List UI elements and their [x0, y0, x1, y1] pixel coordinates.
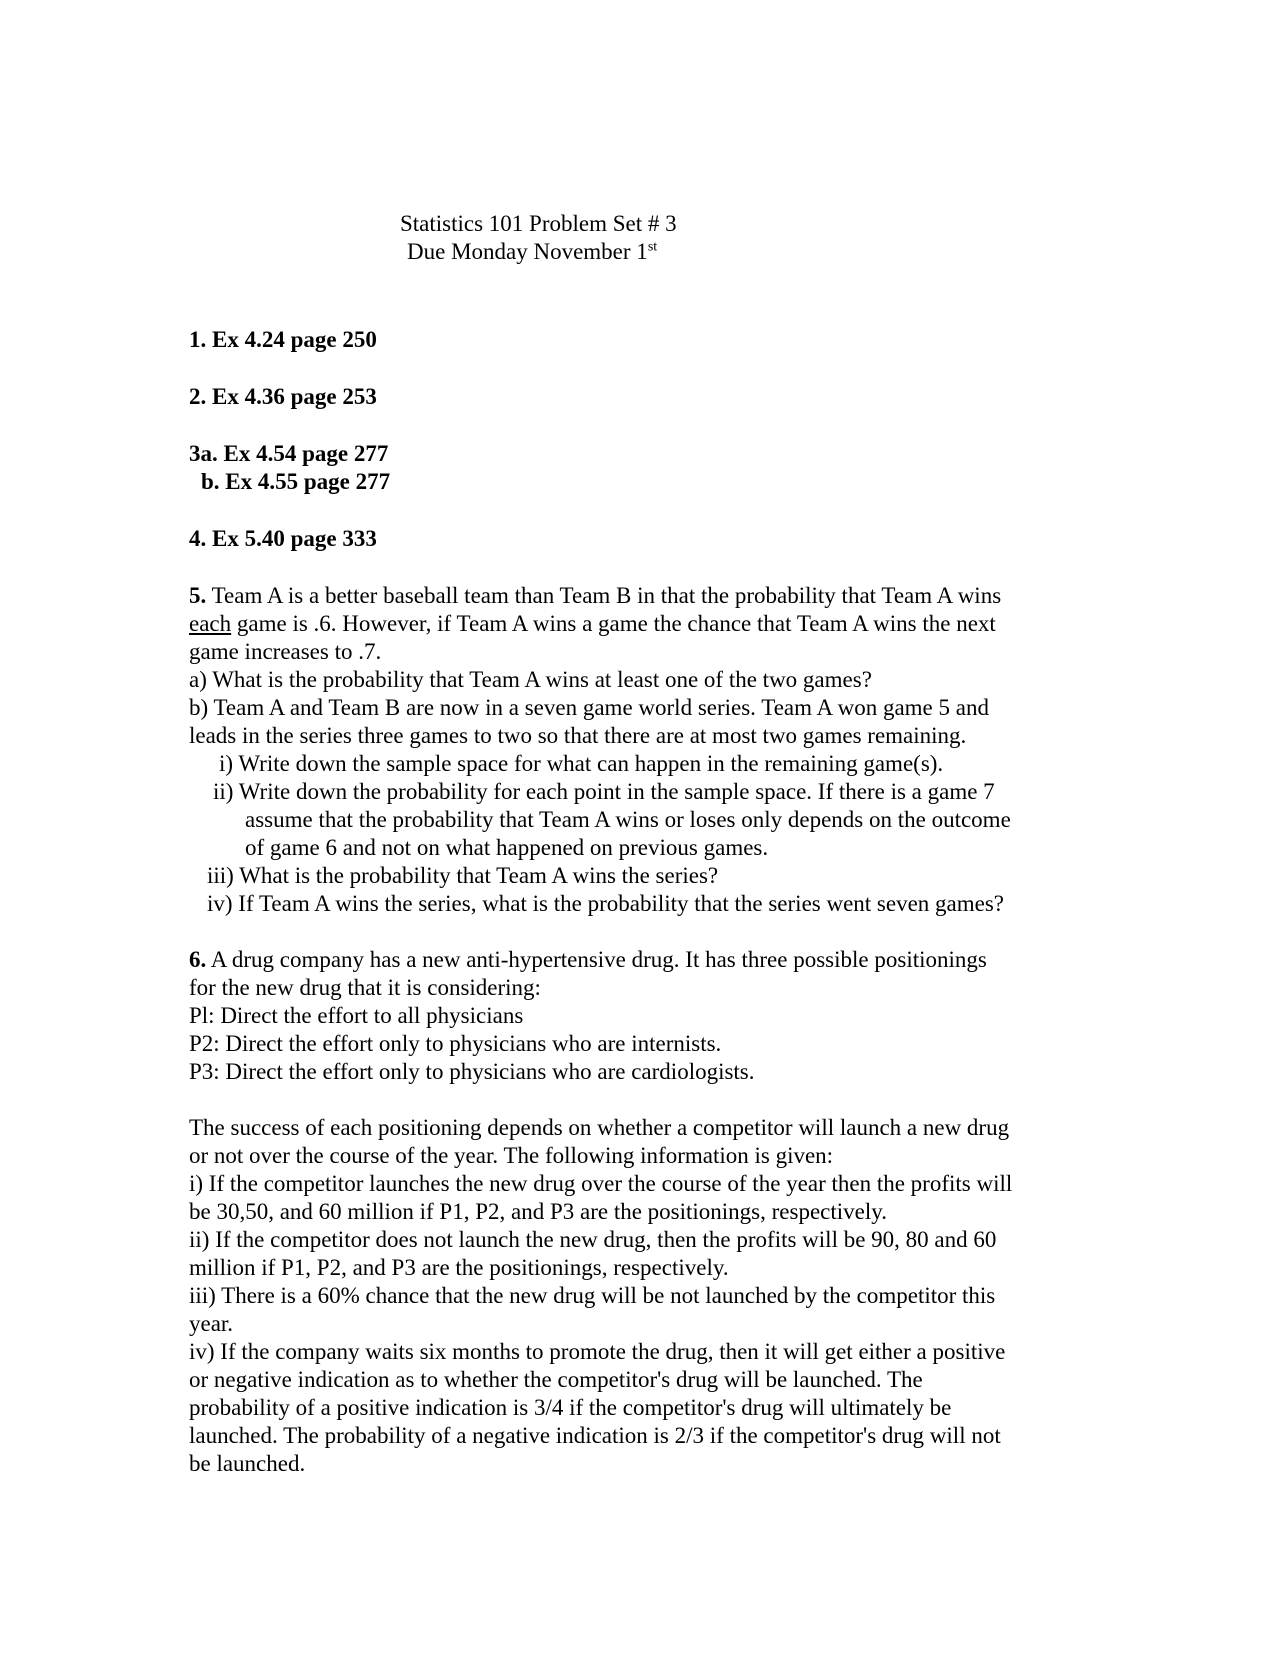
exercise-3a: 3a. Ex 4.54 page 277 [189, 441, 389, 466]
due-date [400, 238, 677, 266]
problem-6-success-line-2: or not over the course of the year. The following information is given: [189, 1143, 834, 1168]
problem-5-part-b-iv: iv) If Team A wins the series, what is the probability that the series went seven games? [207, 891, 1005, 916]
problem-5-part-b-line-1: b) Team A and Team B are now in a seven game world series. Team A won game 5 and [189, 695, 989, 720]
exercise-3b: b. Ex 4.55 page 277 [201, 469, 391, 494]
due-date-suffix: st [647, 239, 658, 255]
problem-6-info-i-line-1: i) If the competitor launches the new drug over the course of the year then the profits will [189, 1171, 1013, 1196]
problem-6-info-iii-line-2: year. [189, 1311, 234, 1336]
problem-6-intro-line-1: 6. A drug company has a new anti-hypertensive drug. It has three possible positionings [189, 947, 987, 972]
problem-5-part-b-iii: iii) What is the probability that Team A wins the series? [207, 863, 719, 888]
due-date-text: Due Monday November 1 [407, 239, 648, 264]
problem-5 [189, 582, 1089, 918]
problem-5-number: 5. [189, 583, 207, 608]
exercise-4: 4. Ex 5.40 page 333 [189, 526, 377, 551]
problem-6-info-ii-line-2: million if P1, P2, and P3 are the positionings, respectively. [189, 1255, 729, 1280]
problem-5-part-b-ii-line-1: ii) Write down the probability for each point in the sample space. If there is a game 7 [213, 779, 995, 804]
problem-6-info-iii-line-1: iii) There is a 60% chance that the new drug will be not launched by the competitor this [189, 1283, 996, 1308]
page-title: Statistics 101 Problem Set # 3 [400, 211, 677, 236]
problem-6-success-line-1: The success of each positioning depends on whether a competitor will launch a new drug [189, 1115, 1010, 1140]
header [400, 210, 677, 266]
problem-5-intro-line-3: game increases to .7. [189, 639, 382, 664]
problem-5-intro-line-2: each game is .6. However, if Team A wins a game the chance that Team A wins the next [189, 611, 996, 636]
problem-6-info-iv-line-1: iv) If the company waits six months to promote the drug, then it will get either a positive [189, 1339, 1006, 1364]
exercise-1: 1. Ex 4.24 page 250 [189, 327, 377, 352]
problem-6-info-iv-line-4: launched. The probability of a negative indication is 2/3 if the competitor's drug will not [189, 1423, 1001, 1448]
problem-6 [189, 946, 1089, 1478]
problem-5-part-a: a) What is the probability that Team A wins at least one of the two games? [189, 667, 872, 692]
problem-5-part-b-i: i) Write down the sample space for what can happen in the remaining game(s). [219, 751, 944, 776]
problem-5-intro-line-1: 5. Team A is a better baseball team than Team B in that the probability that Team A wins [189, 583, 1002, 608]
problem-list [189, 326, 1089, 1478]
exercise-2: 2. Ex 4.36 page 253 [189, 384, 377, 409]
problem-5-part-b-line-2: leads in the series three games to two so that there are at most two games remaining. [189, 723, 967, 748]
problem-6-info-iv-line-2: or negative indication as to whether the competitor's drug will be launched. The [189, 1367, 923, 1392]
positioning-p1: Pl: Direct the effort to all physicians [189, 1003, 524, 1028]
problem-6-info-ii-line-1: ii) If the competitor does not launch the new drug, then the profits will be 90, 80 and 60 [189, 1227, 997, 1252]
problem-6-info-iv-line-5: be launched. [189, 1451, 306, 1476]
problem-6-info-iv-line-3: probability of a positive indication is 3/4 if the competitor's drug will ultimately be [189, 1395, 952, 1420]
positioning-p3: P3: Direct the effort only to physicians who are cardiologists. [189, 1059, 755, 1084]
positioning-p2: P2: Direct the effort only to physicians who are internists. [189, 1031, 722, 1056]
problem-6-intro-line-2: for the new drug that it is considering: [189, 975, 541, 1000]
problem-6-info-i-line-2: be 30,50, and 60 million if P1, P2, and P3 are the positionings, respectively. [189, 1199, 888, 1224]
problem-5-part-b-ii-line-3: of game 6 and not on what happened on previous games. [245, 835, 769, 860]
problem-6-number: 6. [189, 947, 207, 972]
problem-5-part-b-ii-line-2: assume that the probability that Team A wins or loses only depends on the outcome [245, 807, 1011, 832]
emphasis-each: each [189, 611, 232, 636]
